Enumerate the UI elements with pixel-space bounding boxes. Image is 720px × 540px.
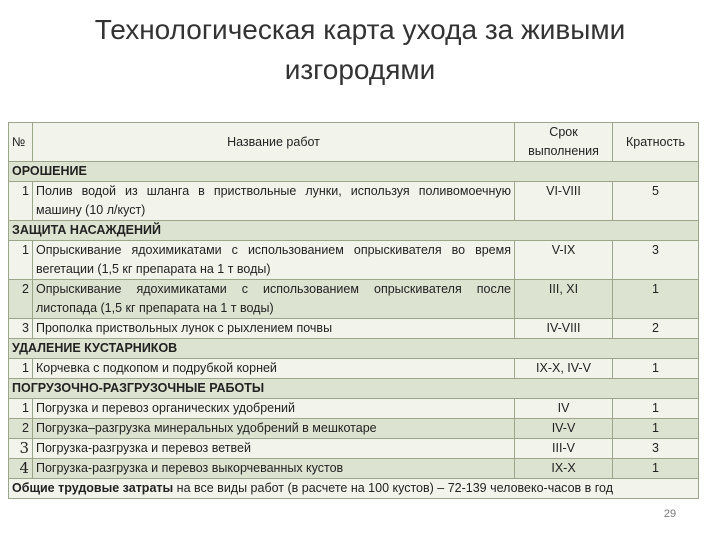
row-frequency: 2	[613, 319, 699, 339]
row-name: Корчевка с подкопом и подрубкой корней	[33, 359, 515, 379]
row-name: Прополка приствольных лунок с рыхлением почвы	[33, 319, 515, 339]
row-term: IX-X, IV-V	[515, 359, 613, 379]
total-labor-label: Общие трудовые затраты	[12, 481, 174, 495]
header-frequency: Кратность	[613, 123, 699, 162]
row-term: IV-V	[515, 419, 613, 439]
header-row	[9, 123, 699, 162]
row-term: VI-VIII	[515, 182, 613, 221]
table-row	[9, 241, 699, 280]
row-name: Погрузка-разгрузка и перевоз выкорчеванных кустов	[33, 459, 515, 479]
row-term: IV-VIII	[515, 319, 613, 339]
row-name: Погрузка-разгрузка и перевоз ветвей	[33, 439, 515, 459]
title-line-1: Технологическая карта ухода за живыми	[94, 14, 626, 45]
row-frequency: 1	[613, 280, 699, 319]
page-title	[40, 10, 680, 90]
row-frequency: 1	[613, 399, 699, 419]
row-frequency: 3	[613, 439, 699, 459]
row-num: 4	[9, 459, 33, 479]
row-num: 1	[9, 399, 33, 419]
table-row	[9, 419, 699, 439]
row-num: 1	[9, 182, 33, 221]
section-row	[9, 339, 699, 359]
table-row	[9, 359, 699, 379]
row-frequency: 3	[613, 241, 699, 280]
section-title: ПОГРУЗОЧНО-РАЗГРУЗОЧНЫЕ РАБОТЫ	[9, 379, 699, 399]
table-row	[9, 459, 699, 479]
row-name: Полив водой из шланга в приствольные лунки, используя поливомоечную машину (10 л/куст)	[33, 182, 515, 221]
row-frequency: 1	[613, 419, 699, 439]
row-name: Погрузка и перевоз органических удобрений	[33, 399, 515, 419]
row-term: IX-X	[515, 459, 613, 479]
section-row	[9, 162, 699, 182]
section-title: ЗАЩИТА НАСАЖДЕНИЙ	[9, 221, 699, 241]
header-num: №	[9, 123, 33, 162]
row-num: 1	[9, 241, 33, 280]
row-name: Опрыскивание ядохимикатами с использованием опрыскивателя после листопада (1,5 кг препарата на 1 т воды)	[33, 280, 515, 319]
title-line-2: изгородями	[284, 54, 436, 85]
table-row	[9, 319, 699, 339]
row-num: 3	[9, 319, 33, 339]
section-title: ОРОШЕНИЕ	[9, 162, 699, 182]
section-row	[9, 221, 699, 241]
row-frequency: 1	[613, 359, 699, 379]
header-name: Название работ	[33, 123, 515, 162]
table-row	[9, 399, 699, 419]
row-num: 1	[9, 359, 33, 379]
row-frequency: 1	[613, 459, 699, 479]
total-labor-costs	[9, 479, 699, 499]
table-row	[9, 439, 699, 459]
section-row	[9, 379, 699, 399]
table-row	[9, 280, 699, 319]
row-frequency: 5	[613, 182, 699, 221]
care-table	[8, 122, 699, 499]
row-num: 3	[9, 439, 33, 459]
row-term: III-V	[515, 439, 613, 459]
total-labor-text: на все виды работ (в расчете на 100 кустов) – 72-139 человеко-часов в год	[173, 481, 613, 495]
row-term: V-IX	[515, 241, 613, 280]
row-num: 2	[9, 280, 33, 319]
header-term: Срок выполнения	[515, 123, 613, 162]
row-num: 2	[9, 419, 33, 439]
page-number: 29	[663, 508, 677, 520]
section-title: УДАЛЕНИЕ КУСТАРНИКОВ	[9, 339, 699, 359]
row-term: IV	[515, 399, 613, 419]
row-term: III, XI	[515, 280, 613, 319]
table-row	[9, 182, 699, 221]
row-name: Опрыскивание ядохимикатами с использованием опрыскивателя во время вегетации (1,5 кг препарата на 1 т воды)	[33, 241, 515, 280]
footer-row	[9, 479, 699, 499]
row-name: Погрузка–разгрузка минеральных удобрений в мешкотаре	[33, 419, 515, 439]
